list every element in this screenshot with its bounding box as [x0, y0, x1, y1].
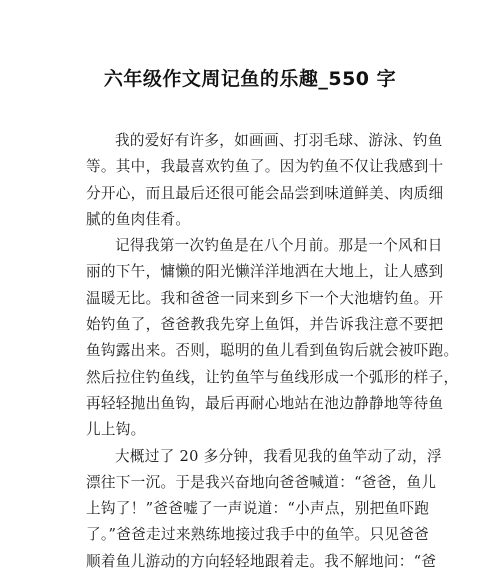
text-line: 鱼钩露出来。否则，聪明的鱼儿看到鱼钩后就会被吓跑。: [86, 342, 459, 360]
text-line: 顺着鱼儿游动的方向轻轻地跟着走。我不解地问：“爸: [86, 552, 437, 570]
text-line: 儿上钩。: [86, 421, 146, 439]
document-title: 六年级作文周记鱼的乐趣_550 字: [103, 68, 397, 90]
text-line: 然后拉住钓鱼线，让钓鱼竿与鱼线形成一个弧形的样子，: [86, 368, 459, 386]
text-line: 温暖无比。我和爸爸一同来到乡下一个大池塘钓鱼。开: [86, 289, 444, 307]
text-line: 我的爱好有许多，如画画、打羽毛球、游泳、钓鱼: [115, 132, 443, 149]
text-line: 大概过了 20 多分钟，我看见我的鱼竿动了动，浮: [115, 447, 442, 465]
document-body: [86, 128, 459, 575]
text-line: 了。”爸爸走过来熟练地接过我手中的鱼竿。只见爸爸: [86, 526, 430, 544]
text-line: 丽的下午，慵懒的阳光懒洋洋地洒在大地上，让人感到: [86, 263, 444, 281]
text-line: 腻的鱼肉佳肴。: [86, 210, 191, 228]
text-line: 上钩了！”爸爸嘘了一声说道：“小声点，别把鱼吓跑: [86, 500, 430, 518]
text-line: 再轻轻抛出鱼钩，最后再耐心地站在池边静静地等待鱼: [86, 394, 444, 412]
text-line: 记得我第一次钓鱼是在八个月前。那是一个风和日: [115, 237, 443, 255]
text-line: 始钓鱼了，爸爸教我先穿上鱼饵，并告诉我注意不要把: [86, 316, 444, 334]
text-line: 等。其中，我最喜欢钓鱼了。因为钓鱼不仅让我感到十: [86, 158, 444, 176]
text-line: 分开心，而且最后还很可能会品尝到味道鲜美、肉质细: [86, 184, 444, 202]
text-line: 漂往下一沉。于是我兴奋地向爸爸喊道：“爸爸，鱼儿: [86, 473, 437, 491]
